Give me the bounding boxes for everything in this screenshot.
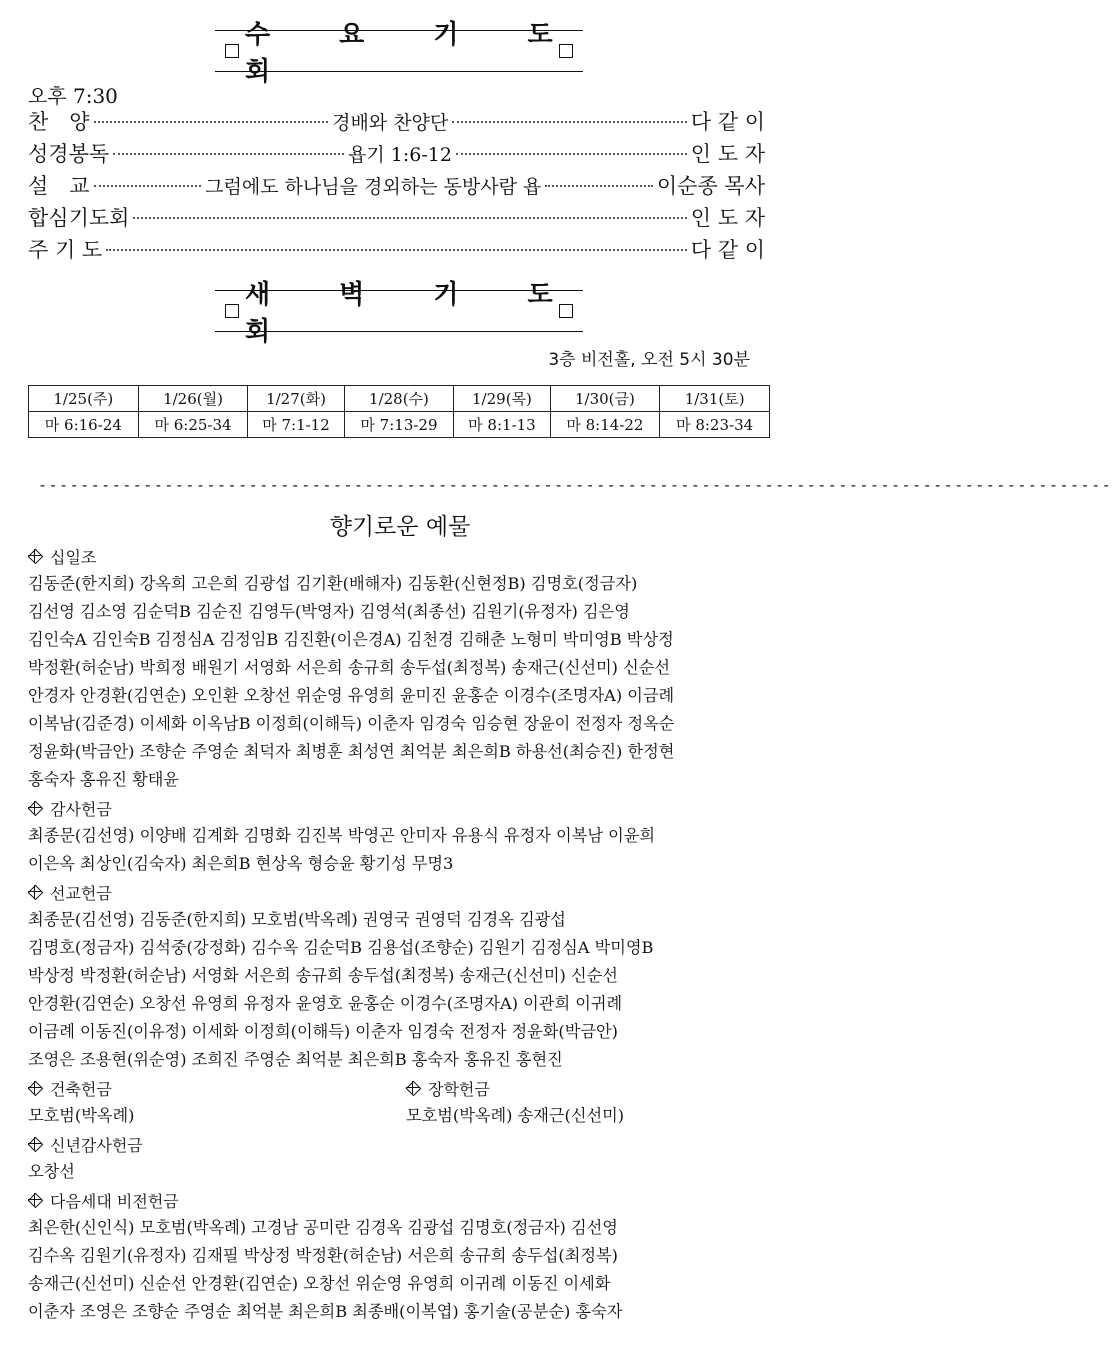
dashed-divider: ------------------------------------------------------------------------------------------------------ [38, 476, 1112, 494]
date-cell: 1/28(수) [344, 386, 454, 412]
diamond-icon [28, 1137, 42, 1151]
section-heading [28, 542, 773, 570]
section-heading [28, 794, 773, 822]
order-content: 경배와 찬양단 [332, 112, 449, 134]
diamond-icon [28, 1081, 42, 1095]
table-row [29, 412, 770, 438]
passage-cell: 마 6:25-34 [138, 412, 248, 438]
order-label: 합심기도회 [28, 206, 130, 230]
name-line: 정윤화(박금안) 조향순 주영순 최덕자 최병훈 최성연 최억분 최은희B 하용선(최승진) 한정현 [28, 742, 675, 761]
section-heading [28, 1074, 388, 1102]
order-person: 인 도 자 [690, 142, 765, 166]
order-content: 욥기 1:6-12 [348, 144, 452, 166]
diamond-icon [406, 1081, 420, 1095]
name-line: 모호범(박옥례) 송재근(신선미) [406, 1106, 625, 1125]
dawn-location: 3층 비전홀, 오전 5시 30분 [548, 350, 750, 370]
leader-dots [545, 185, 653, 187]
diamond-icon [28, 549, 42, 563]
leader-dots [113, 153, 344, 155]
date-cell: 1/30(금) [550, 386, 660, 412]
name-line: 안경자 안경환(김연순) 오인환 오창선 위순영 유영희 윤미진 윤홍순 이경수(조명자A) 이금례 [28, 686, 675, 705]
section-heading [28, 1130, 773, 1158]
section-heading-label: 십일조 [50, 547, 97, 567]
passage-cell: 마 7:1-12 [248, 412, 344, 438]
leader-dots [94, 185, 202, 187]
passage-cell: 마 8:14-22 [550, 412, 660, 438]
order-label: 찬 양 [28, 110, 90, 134]
passage-cell: 마 8:23-34 [660, 412, 770, 438]
order-label: 주 기 도 [28, 238, 103, 262]
order-person: 인 도 자 [690, 206, 765, 230]
name-line: 오창선 [28, 1162, 75, 1181]
square-icon [559, 304, 573, 318]
order-label: 설 교 [28, 174, 90, 198]
scholarship-section [406, 1074, 766, 1130]
mission-section [28, 878, 773, 1074]
table-row [29, 386, 770, 412]
date-cell: 1/29(목) [454, 386, 550, 412]
passage-cell: 마 7:13-29 [344, 412, 454, 438]
order-person: 다 같 이 [690, 110, 765, 134]
name-line: 김동준(한지희) 강옥희 고은희 김광섭 김기환(배해자) 김동환(신현정B) 김명호(정금자) [28, 574, 638, 593]
thanks-section [28, 794, 773, 878]
name-line: 최은한(신인식) 모호범(박옥례) 고경남 공미란 김경옥 김광섭 김명호(정금자) 김선영 [28, 1218, 618, 1237]
newyear-section [28, 1130, 773, 1186]
dawn-title-box [215, 280, 583, 347]
offerings-title: 향기로운 예물 [329, 514, 471, 540]
passage-cell: 마 8:1-13 [454, 412, 550, 438]
name-line: 조영은 조용현(위순영) 조희진 주영순 최억분 최은희B 홍숙자 홍유진 홍현진 [28, 1050, 563, 1069]
diamond-icon [28, 1193, 42, 1207]
dawn-title: 새 벽 기 도 회 [245, 280, 583, 347]
name-line: 홍숙자 홍유진 황태윤 [28, 770, 180, 789]
section-heading-label: 신년감사헌금 [50, 1135, 143, 1155]
order-row-prayer [28, 202, 765, 234]
date-cell: 1/27(화) [248, 386, 344, 412]
date-cell: 1/26(월) [138, 386, 248, 412]
leader-dots [456, 153, 687, 155]
square-icon [225, 304, 239, 318]
order-label: 성경봉독 [28, 142, 110, 166]
tithe-section [28, 542, 773, 794]
section-heading-label: 장학헌금 [428, 1079, 490, 1099]
section-heading-label: 선교헌금 [50, 883, 112, 903]
order-person: 다 같 이 [690, 238, 765, 262]
wednesday-order-list [28, 106, 765, 266]
name-line: 모호범(박옥례) [28, 1106, 135, 1125]
name-line: 안경환(김연순) 오창선 유영희 유정자 윤영호 윤홍순 이경수(조명자A) 이관희 이귀례 [28, 994, 623, 1013]
date-cell: 1/25(주) [29, 386, 139, 412]
order-row-praise [28, 106, 765, 138]
dawn-schedule-table [28, 385, 770, 438]
name-line: 송재근(신선미) 신순선 안경환(김연순) 오창선 위순영 유영희 이귀례 이동진 이세화 [28, 1274, 611, 1293]
leader-dots [133, 217, 686, 219]
nextgen-section [28, 1186, 773, 1326]
order-row-reading [28, 138, 765, 170]
square-icon [225, 44, 239, 58]
section-heading [406, 1074, 766, 1102]
date-cell: 1/31(토) [660, 386, 770, 412]
name-line: 이금례 이동진(이유정) 이세화 이정희(이해득) 이춘자 임경숙 전정자 정윤화(박금안) [28, 1022, 618, 1041]
name-line: 이복남(김준경) 이세화 이옥남B 이정희(이해득) 이춘자 임경숙 임승현 장윤이 전정자 정옥순 [28, 714, 675, 733]
name-line: 박정환(허순남) 박희정 배원기 서영화 서은희 송규희 송두섭(최정복) 송재근(신선미) 신순선 [28, 658, 670, 677]
section-heading [28, 1186, 773, 1214]
name-line: 김명호(정금자) 김석중(강정화) 김수옥 김순덕B 김용섭(조향순) 김원기 김정심A 박미영B [28, 938, 654, 957]
order-content: 그럼에도 하나님을 경외하는 동방사람 욥 [205, 176, 542, 198]
section-heading [28, 878, 773, 906]
wednesday-title-box [215, 20, 583, 87]
name-line: 최종문(김선영) 이양배 김계화 김명화 김진복 박영곤 안미자 유용식 유정자 이복남 이윤희 [28, 826, 656, 845]
name-line: 김인숙A 김인숙B 김정심A 김정임B 김진환(이은경A) 김천경 김해춘 노형미 박미영B 박상정 [28, 630, 674, 649]
order-row-lords-prayer [28, 234, 765, 266]
passage-cell: 마 6:16-24 [29, 412, 139, 438]
section-heading-label: 감사헌금 [50, 799, 112, 819]
name-line: 이은옥 최상인(김숙자) 최은희B 현상옥 형승윤 황기성 무명3 [28, 854, 454, 873]
name-line: 김선영 김소영 김순덕B 김순진 김영두(박영자) 김영석(최종선) 김원기(유정자) 김은영 [28, 602, 630, 621]
wednesday-time: 오후 7:30 [28, 84, 118, 108]
name-line: 김수옥 김원기(유정자) 김재필 박상정 박정환(허순남) 서은희 송규희 송두섭(최정복) [28, 1246, 618, 1265]
wednesday-title: 수 요 기 도 회 [245, 20, 583, 87]
building-section [28, 1074, 388, 1130]
section-heading-label: 다음세대 비전헌금 [50, 1191, 179, 1211]
section-heading-label: 건축헌금 [50, 1079, 112, 1099]
name-line: 이춘자 조영은 조향순 주영순 최억분 최은희B 최종배(이복엽) 홍기술(공분순) 홍숙자 [28, 1302, 623, 1321]
name-line: 최종문(김선영) 김동준(한지희) 모호범(박옥례) 권영국 권영덕 김경옥 김광섭 [28, 910, 566, 929]
leader-dots [106, 249, 687, 251]
leader-dots [452, 121, 687, 123]
leader-dots [94, 121, 329, 123]
square-icon [559, 44, 573, 58]
name-line: 박상정 박정환(허순남) 서영화 서은희 송규희 송두섭(최정복) 송재근(신선미) 신순선 [28, 966, 618, 985]
order-person: 이순종 목사 [656, 174, 765, 198]
diamond-icon [28, 801, 42, 815]
diamond-icon [28, 885, 42, 899]
order-row-sermon [28, 170, 765, 202]
